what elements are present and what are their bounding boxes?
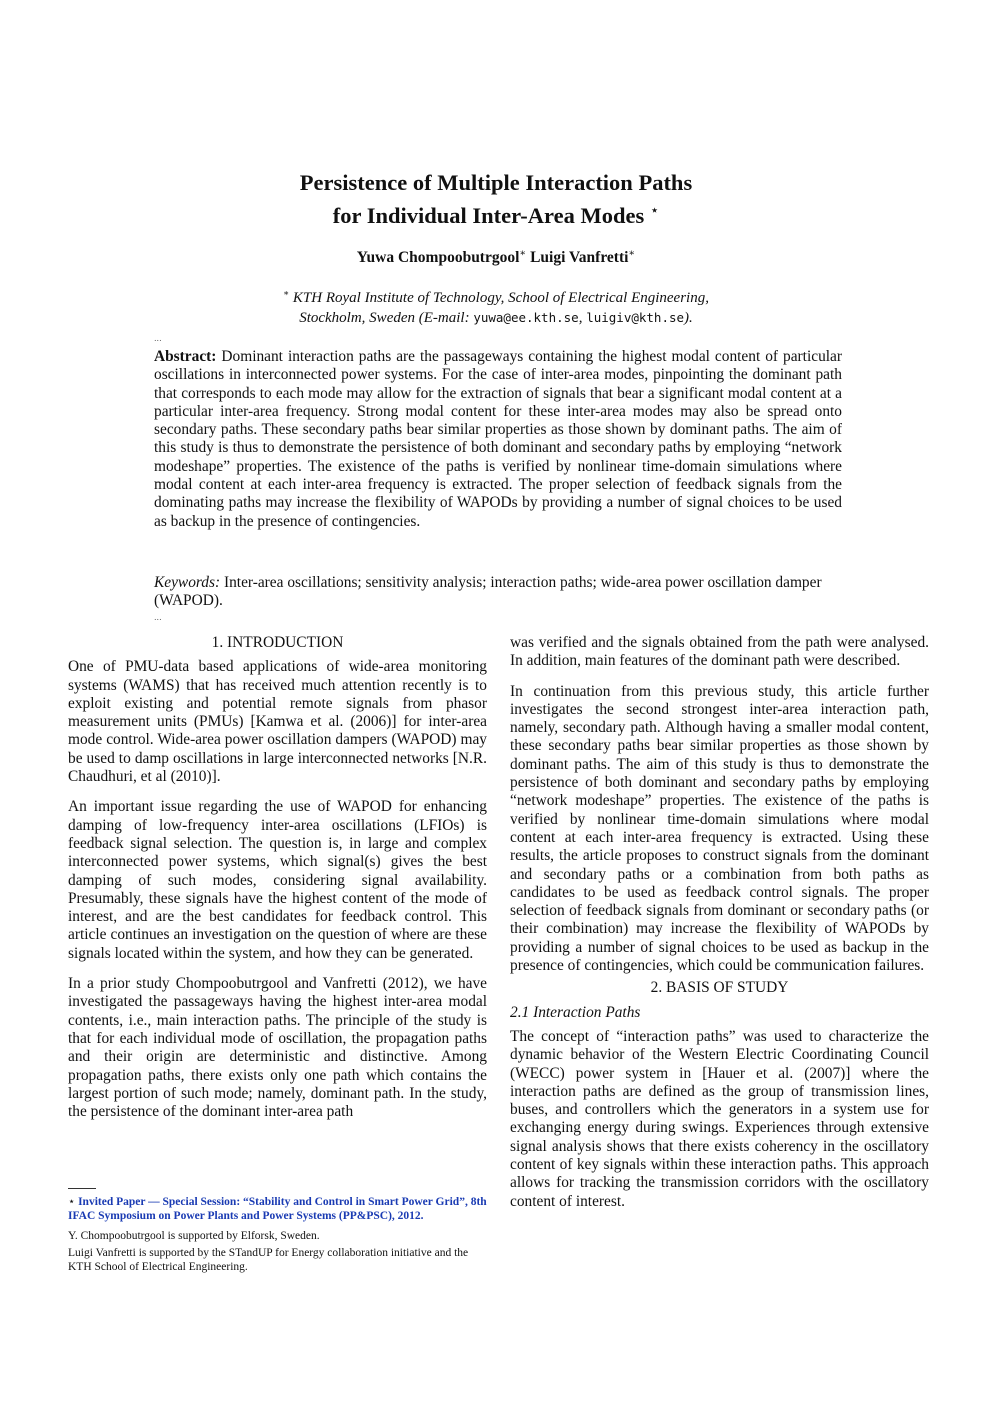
- footnote-2: Y. Chompoobutrgool is supported by Elforsk, Sweden.: [68, 1230, 320, 1243]
- right-paragraph-3: The concept of “interaction paths” was used to characterize the dynamic behavior of the Western Electric Coordinating Council (WECC) power system in [Hauer et al. (2007)] where the interaction paths are defined as the group of transmission lines, buses, and controllers which the generators in a system use for exchanging energy during swings. Experiences through extensive signal analysis shows that there exists coherency in the oscillatory content of key signals within these interaction paths. This approach allows for tracking the transmission corridors with the oscillatory content of interest.: [510, 1027, 929, 1210]
- title-line-1: Persistence of Multiple Interaction Paths: [299, 170, 693, 195]
- affiliation-mark: ∗: [283, 288, 290, 298]
- email-2[interactable]: luigiv@kth.se: [586, 310, 685, 325]
- author-2-mark: ∗: [628, 248, 636, 259]
- separator-dots-bottom: ...: [154, 613, 162, 622]
- footnote-3: Luigi Vanfretti is supported by the STandUP for Energy collaboration initiative and the KTH School of Electrical Engineering.: [68, 1246, 469, 1273]
- right-paragraph-1: was verified and the signals obtained from the path were analysed. In addition, main features of the dominant path were described.: [510, 634, 929, 670]
- separator-dots-top: ...: [154, 334, 162, 343]
- section-2-heading: 2. BASIS OF STUDY: [650, 979, 789, 997]
- abstract: [154, 348, 842, 531]
- author-1: Yuwa Chompoobutrgool: [356, 249, 520, 266]
- footnote-1-text[interactable]: Invited Paper — Special Session: “Stability and Control in Smart Power Grid”, 8th IFAC Symposium on Power Plants and Power Systems (PP&PSC), 2012.: [68, 1196, 487, 1223]
- affiliation: ∗ KTH Royal Institute of Technology, School of Electrical Engineering, Stockholm, Sweden (E-mail: yuwa@ee.kth.se, luigiv@kth.se).: [283, 288, 709, 326]
- affiliation-line-2-end: ).: [684, 310, 693, 326]
- section-1-heading: 1. INTRODUCTION: [211, 634, 344, 651]
- footnote-1-mark: ⋆: [68, 1196, 76, 1208]
- keywords: [154, 574, 842, 611]
- keywords-text: Inter-area oscillations; sensitivity analysis; interaction paths; wide-area power oscillation damper (WAPOD).: [154, 574, 822, 610]
- author-2: Luigi Vanfretti: [530, 249, 629, 266]
- right-column: [510, 634, 929, 1223]
- affiliation-line-1: KTH Royal Institute of Technology, School of Electrical Engineering,: [292, 290, 709, 306]
- footnotes: [68, 1188, 487, 1274]
- paper-header: [0, 168, 992, 328]
- keywords-label: Keywords:: [154, 574, 221, 591]
- footnote-1: [68, 1195, 487, 1223]
- intro-paragraph-2: An important issue regarding the use of WAPOD for enhancing damping of low-frequency inter-area oscillations (LFIOs) is feedback signal selection. The question is, in large and complex interconnected power systems, which signal(s) gives the best damping of such modes, considering signal availability. Presumably, these signals have the highest content of the mode of interest, and are the best candidates for feedback control. This article continues an investigation on the question of where are these signals located within the system, and how they can be generated.: [68, 798, 487, 962]
- footnote-rule: [68, 1188, 96, 1189]
- affiliation-line-2: Stockholm, Sweden (E-mail:: [299, 310, 470, 326]
- email-1[interactable]: yuwa@ee.kth.se: [473, 310, 579, 325]
- intro-paragraph-1: One of PMU-data based applications of wide-area monitoring systems (WAMS) that has received much attention recently is to exploit existing and potential remote signals from phasor measurement units (PMUs) [Kamwa et al. (2006)] for inter-area mode control. Wide-area power oscillation dampers (WAPOD) may be used to damp oscillations in large interconnected networks [N.R. Chaudhuri, et al (2010)].: [68, 658, 487, 786]
- left-column: [68, 634, 487, 1133]
- abstract-label: Abstract:: [154, 348, 217, 365]
- abstract-text: Dominant interaction paths are the passageways containing the highest modal content of particular oscillations in interconnected power systems. For the case of inter-area modes, pinpointing the dominant path that corresponds to each mode may allow for the extraction of signals that bear a significant modal content at a particular inter-area frequency. Strong modal content for these inter-area modes may also be spread onto secondary paths. These secondary paths bear similar properties as those shown by dominant paths. The aim of this study is thus to demonstrate the persistence of both dominant and secondary paths by employing “network modeshape” properties. The existence of the paths is verified by nonlinear time-domain simulations where modal content at each inter-area frequency is extracted. The proper selection of feedback signals from the dominating paths may increase the flexibility of WAPODs by providing a number of signal choices to be used as backup in the presence of contingencies.: [154, 348, 842, 530]
- section-2-1-heading: 2.1 Interaction Paths: [510, 1003, 641, 1021]
- title-line-2: for Individual Inter-Area Modes: [332, 203, 645, 228]
- author-1-mark: ∗: [519, 248, 527, 259]
- title-footnote-star: ⋆: [649, 203, 660, 219]
- right-paragraph-2: In continuation from this previous study, this article further investigates the second strongest inter-area interaction path, namely, secondary path. Although having a smaller modal content, these secondary paths bear similar properties as those shown by dominant paths. The aim of this study is thus to demonstrate the persistence of both dominant and secondary paths by employing “network modeshape” properties. The existence of the paths is verified by nonlinear time-domain simulations where modal content at each inter-area frequency is extracted. Using these results, the article proposes to construct signals from the dominant and secondary paths or a combination from both paths as candidates to be used as feedback control signals. The proper selection of feedback signals from dominant or secondary paths (or their combination) may increase the flexibility of WAPODs by providing a number of signal choices to be used as backup in the presence of contingencies, which could be communication failures.: [510, 682, 929, 975]
- paper-title: [0, 168, 992, 230]
- author-list: [0, 248, 992, 267]
- intro-paragraph-3: In a prior study Chompoobutrgool and Vanfretti (2012), we have investigated the passageways having the highest inter-area modal contents, i.e., main interaction paths. The principle of the study is that for each individual mode of oscillation, the propagation paths and their origin are deterministic and distinctive. Among propagation paths, there exists only one path which contains the largest portion of such mode; namely, dominant path. In the study, the persistence of the dominant inter-area path: [68, 975, 487, 1121]
